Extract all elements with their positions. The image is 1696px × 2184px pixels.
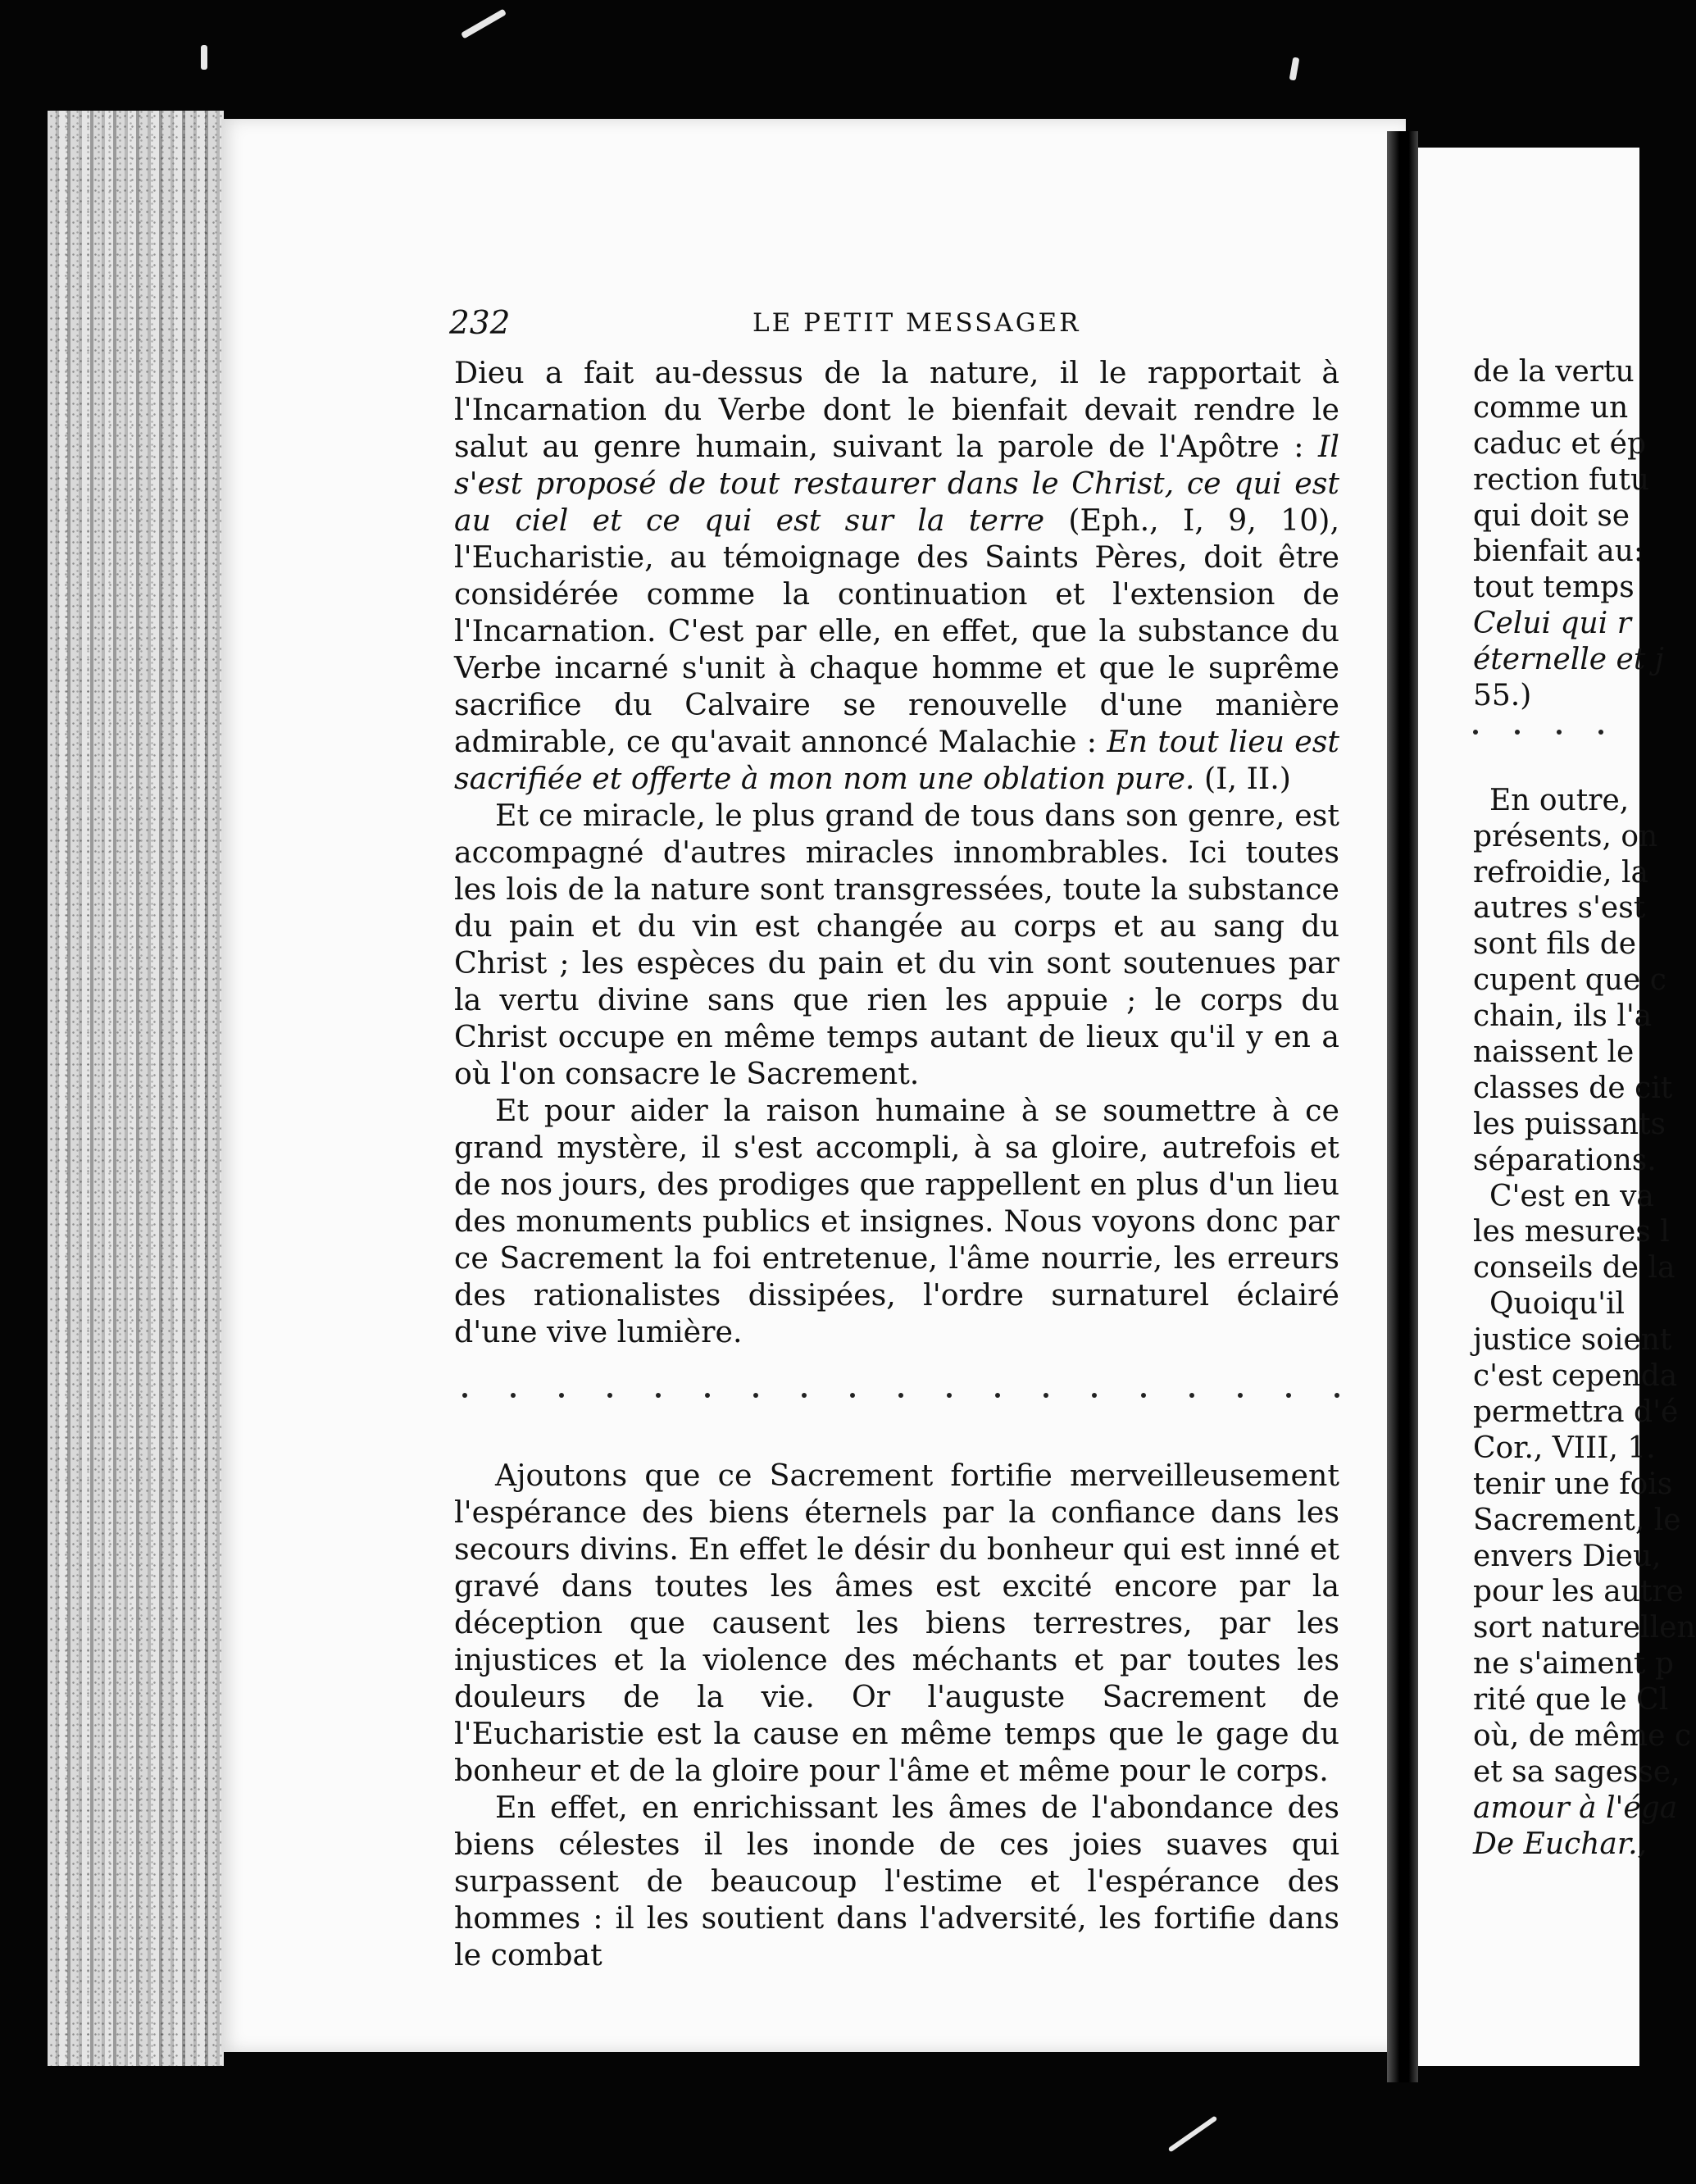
line: refroidie, la (1473, 855, 1648, 890)
line: classes de cit (1473, 1071, 1673, 1105)
line: éternelle et j (1473, 643, 1664, 677)
line: 55.) (1473, 679, 1532, 713)
line: sort naturellen (1473, 1611, 1696, 1645)
quotation: En tout lieu est sacrifiée et offerte à mon nom une oblation pure. (454, 724, 1339, 796)
film-scratch (1168, 2115, 1218, 2152)
line: qui doit se (1473, 498, 1630, 533)
left-page-text (454, 354, 1339, 1973)
right-page-text (1473, 354, 1696, 1863)
section-separator (1473, 714, 1653, 750)
line: En outre, (1489, 783, 1630, 817)
film-scratch (461, 9, 507, 39)
line: pour les autre (1473, 1575, 1684, 1609)
paragraph: En effet, en enrichissant les âmes de l'abondance des biens célestes il les inonde de ces joies suaves qui surpassent de beaucoup l'estime et l'espérance des hommes : il les soutient dans l'adversité, les fortifie dans le combat (454, 1790, 1339, 1972)
line: et sa sagesse, (1473, 1754, 1680, 1789)
film-scratch (201, 45, 207, 70)
line: Sacrement, le (1473, 1503, 1681, 1537)
line: caduc et ép (1473, 426, 1647, 461)
line: c'est cependa (1473, 1359, 1678, 1394)
line: les mesures l (1473, 1215, 1670, 1249)
line: permettra d'é (1473, 1395, 1679, 1429)
paragraph (454, 354, 1339, 797)
paragraph: Et ce miracle, le plus grand de tous dans son genre, est accompagné d'autres miracles innombrables. Ici toutes les lois de la nature sont transgressées, toute la substance du pain et du vin est changée au corps et au sang du Christ ; les espèces du pain et du vin sont soutenues par la vertu divine sans que rien les appuie ; le corps du Christ occupe en même temps autant de lieux qu'il y en a où l'on consacre le Sacrement. (454, 798, 1339, 1091)
book-gutter (1387, 131, 1418, 2082)
line: comme un (1473, 390, 1629, 425)
line: Cor., VIII, 1. (1473, 1431, 1656, 1465)
text-run: (I, II.) (1194, 761, 1291, 796)
line: Quoiqu'il (1489, 1287, 1626, 1322)
paragraph: Ajoutons que ce Sacrement fortifie merveilleusement l'espérance des biens éternels par la confiance dans les secours divins. En effet le désir du bonheur qui est inné et gravé dans toutes les âmes est excité encore par la déception que causent les biens terrestres, par les injustices et la violence des méchants et par toutes les douleurs de la vie. Or l'auguste Sacrement de l'Eucharistie est la cause en même temps que le gage du bonheur et de la gloire pour l'âme et même pour le corps. (454, 1458, 1339, 1788)
page-header (449, 305, 1343, 354)
line: justice soient (1473, 1323, 1672, 1358)
line: bienfait au: (1473, 535, 1644, 569)
film-scratch (1289, 57, 1300, 81)
line: présents, on (1473, 819, 1658, 853)
text-run: (Eph., I, 9, 10), l'Eucharistie, au témoignage des Saints Pères, doit être considérée comme la continuation et l'extension de l'Incarnation. C'est par elle, en effet, que la substance du Verbe incarné s'unit à chaque homme et que le suprême sacrifice du Calvaire se renouvelle d'une manière admirable, ce qu'avait annoncé Malachie : (454, 503, 1339, 759)
text-run: Dieu a fait au-dessus de la nature, il le rapportait à l'Incarnation du Verbe dont le bienfait devait rendre le salut au genre humain, suivant la parole de l'Apôtre : (454, 355, 1339, 464)
line: de la vertu (1473, 355, 1635, 389)
line: De Euchar., (1473, 1827, 1648, 1861)
line: séparations. (1473, 1143, 1657, 1177)
paragraph: Et pour aider la raison humaine à se soumettre à ce grand mystère, il s'est accompli, à sa gloire, autrefois et de nos jours, des prodiges que rappellent en plus d'un lieu des monuments publics et insignes. Nous voyons donc par ce Sacrement la foi entretenue, l'âme nourrie, les erreurs des rationalistes dissipées, l'ordre surnaturel éclairé d'une vive lumière. (454, 1093, 1339, 1349)
page-number: 232 (449, 305, 511, 342)
line: chain, ils l'a (1473, 999, 1653, 1034)
line: amour à l'éga (1473, 1790, 1678, 1825)
line: les puissants (1473, 1107, 1666, 1141)
line: C'est en va (1489, 1179, 1654, 1213)
line: rité que le Cl (1473, 1683, 1669, 1718)
line: tenir une fois (1473, 1467, 1673, 1501)
line: cupent que c (1473, 963, 1666, 998)
quotation: Il s'est proposé de tout restaurer dans le Christ, ce qui est au ciel et ce qui est sur la terre (454, 429, 1339, 538)
running-head: LE PETIT MESSAGER (753, 308, 1081, 338)
line: rection futu (1473, 462, 1650, 497)
line: sont fils de (1473, 927, 1637, 962)
line: tout temps (1473, 571, 1635, 605)
line: autres s'est (1473, 891, 1646, 926)
line: où, de même c (1473, 1718, 1692, 1753)
line: Celui qui r (1473, 607, 1631, 641)
line: envers Dieu, (1473, 1539, 1662, 1573)
section-separator (454, 1358, 1339, 1432)
page-edges (48, 111, 224, 2066)
line: naissent le (1473, 1035, 1635, 1070)
line: conseils de la (1473, 1251, 1676, 1285)
line: ne s'aiment p (1473, 1647, 1674, 1681)
